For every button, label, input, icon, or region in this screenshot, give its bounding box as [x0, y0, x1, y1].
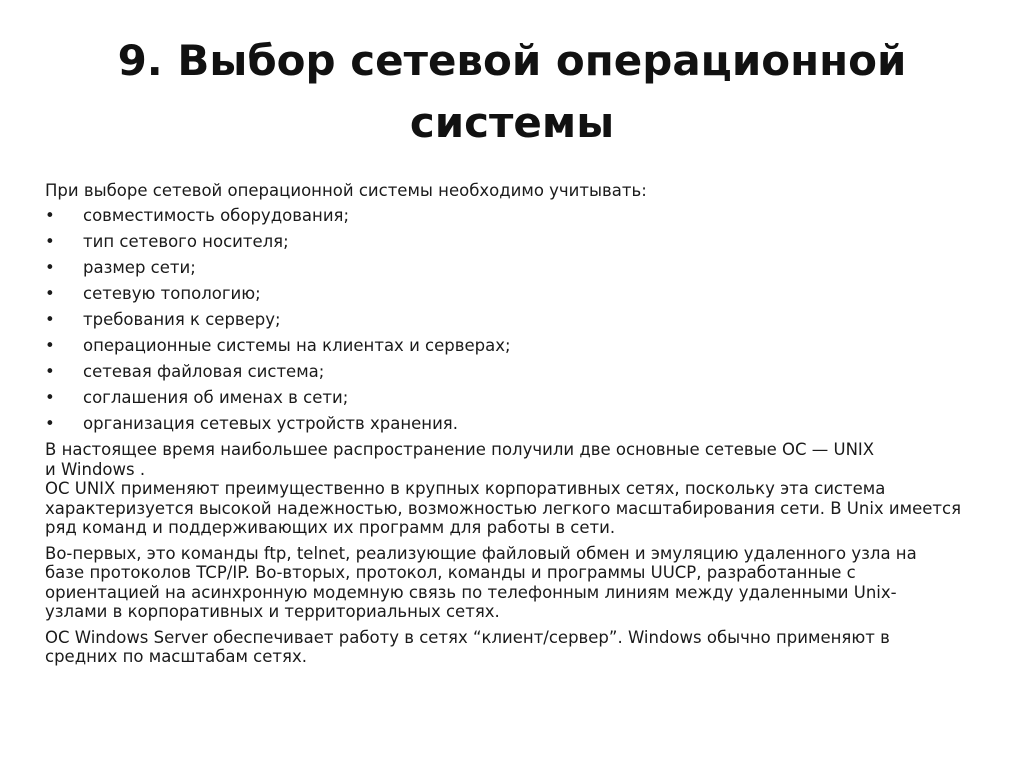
bullet-item: [45, 232, 995, 252]
bullet-item: [45, 336, 995, 356]
slide-title-line: системы: [409, 98, 615, 147]
bullet-text: размер сети;: [83, 257, 196, 277]
bullet-text: сетевая файловая система;: [83, 362, 325, 382]
paragraph-line: В настоящее время наибольшее распространение получили две основные сетевые ОС — UNIX: [45, 440, 875, 460]
paragraph-line: базе протоколов TCP/IP. Во-вторых, протокол, команды и программы UUCP, разработанные с: [45, 563, 856, 583]
bullet-text: совместимость оборудования;: [83, 205, 350, 225]
paragraph-line: и Windows .: [45, 459, 146, 479]
bullet-text: операционные системы на клиентах и серверах;: [83, 335, 511, 355]
bullet-icon: •: [45, 257, 55, 277]
bullet-icon: •: [45, 309, 55, 329]
paragraph-line: ОС Windows Server обеспечивает работу в сетях “клиент/сервер”. Windows обычно применяют в: [45, 627, 890, 647]
bullet-icon: •: [45, 414, 55, 434]
slide-body: [45, 181, 995, 667]
bullet-list: [45, 206, 995, 434]
bullet-text: организация сетевых устройств хранения.: [83, 414, 458, 434]
intro-text: При выборе сетевой операционной системы необходимо учитывать:: [45, 181, 647, 200]
bullet-icon: •: [45, 205, 55, 225]
paragraph-line: средних по масштабам сетях.: [45, 647, 307, 667]
paragraph-line: ориентацией на асинхронную модемную связь по телефонным линиям между удаленными Unix-: [45, 582, 897, 602]
bullet-text: соглашения об именах в сети;: [83, 388, 349, 408]
paragraph-unix-overview: [45, 440, 995, 538]
bullet-item: [45, 258, 995, 278]
bullet-item: [45, 284, 995, 304]
paragraph-line: характеризуется высокой надежностью, возможностью легкого масштабирования сети. В Unix имеется: [45, 498, 961, 518]
paragraph-unix-commands: [45, 544, 995, 622]
paragraph-line: Во-первых, это команды ftp, telnet, реализующие файловый обмен и эмуляцию удаленного узла на: [45, 543, 917, 563]
paragraph-line: ряд команд и поддерживающих их программ для работы в сети.: [45, 518, 616, 538]
bullet-text: требования к серверу;: [83, 309, 281, 329]
slide-title: [60, 30, 964, 154]
bullet-icon: •: [45, 335, 55, 355]
slide-title-line: 9. Выбор сетевой операционной: [117, 36, 907, 85]
paragraph-line: узлами в корпоративных и территориальных сетях.: [45, 602, 500, 622]
bullet-text: тип сетевого носителя;: [83, 231, 289, 251]
bullet-item: [45, 206, 995, 226]
bullet-item: [45, 388, 995, 408]
bullet-icon: •: [45, 231, 55, 251]
bullet-item: [45, 310, 995, 330]
bullet-item: [45, 414, 995, 434]
paragraph-line: ОС UNIX применяют преимущественно в крупных корпоративных сетях, поскольку эта система: [45, 479, 886, 499]
bullet-icon: •: [45, 362, 55, 382]
bullet-item: [45, 362, 995, 382]
bullet-icon: •: [45, 283, 55, 303]
bullet-icon: •: [45, 388, 55, 408]
paragraph-windows-server: [45, 628, 995, 667]
bullet-text: сетевую топологию;: [83, 283, 261, 303]
